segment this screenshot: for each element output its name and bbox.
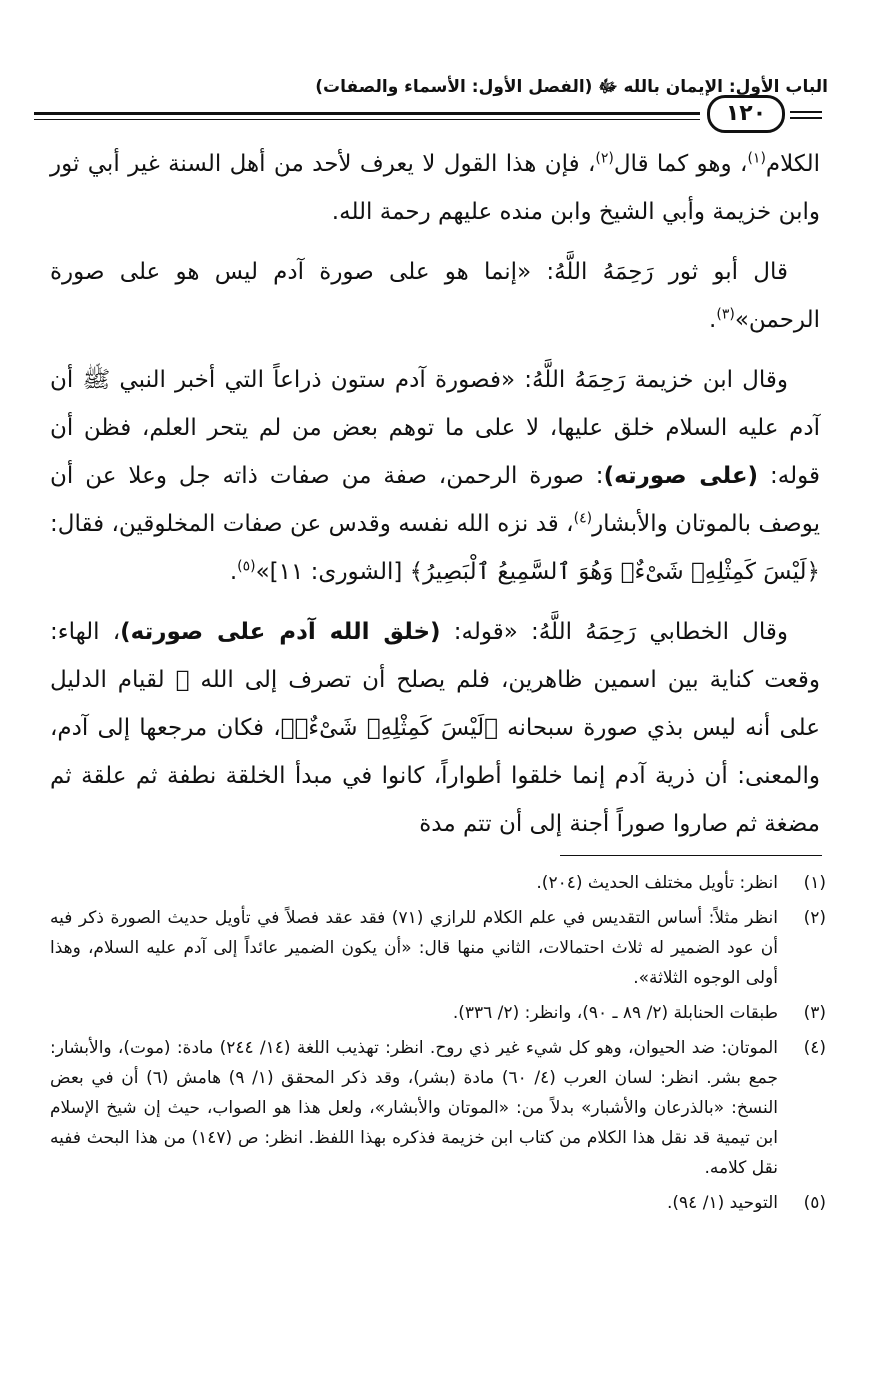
header-rule-right-bottom [790, 117, 822, 119]
footnote-item [50, 1033, 826, 1183]
footnote-item [50, 868, 826, 898]
header-rule-thin [34, 119, 700, 120]
footnote-text: انظر مثلاً: أساس التقديس في علم الكلام للرازي (٧١) فقد عقد فصلاً في تأويل حديث الصورة ذكر فيه أن عود الضمير له ثلاث احتمالات، الثاني منها قال: «أن يكون الضمير عائداً إلى آدم عليه السلام، وهذا أولى الوجوه الثلاثة». [50, 908, 778, 988]
paragraph [50, 140, 820, 236]
footnote-item [50, 998, 826, 1028]
bold-quote: (على صورته) [603, 463, 759, 489]
footnote-text: الموتان: ضد الحيوان، وهو كل شيء غير ذي روح. انظر: تهذيب اللغة (١٤/ ٢٤٤) مادة: (موت)، والأبشار: جمع بشر. انظر: لسان العرب (٤/ ٦٠) مادة (بشر)، وقد ذكر المحقق (١/ ٩) هامش (٦) أن في بعض النسخ: «بالذرعان والأشبار» بدلاً من: «الموتان والأبشار»، ولعل هذا هو الصواب، حيث إن شيخ الإسلام ابن تيمية قد نقل هذا الكلام من كتاب ابن خزيمة فذكره بهذا اللفظ. انظر: ص (١٤٧) من هذا البحث ففيه نقل كلامه. [50, 1038, 779, 1178]
footnote-number: (٣) [803, 1003, 826, 1023]
text-segment: : صورة الرحمن، صفة من صفات ذاته جل وعلا عن أن يوصف بالموتان والأبشار [50, 463, 820, 537]
text-segment: . [229, 559, 238, 585]
footnote-number: (٤) [803, 1038, 826, 1058]
header-rule-right-top [790, 111, 822, 113]
text-segment: قال أبو ثور رَحِمَهُ اللَّهُ: «إنما هو على صورة آدم ليس هو على صورة الرحمن» [50, 259, 820, 333]
text-segment: وقال ابن خزيمة رَحِمَهُ اللَّهُ: «فصورة آدم ستون ذراعاً التي أخبر النبي ﷺ أن آدم عليه السلام خلق عليها، لا على ما توهم بعض من لم يتحر العلم، فظن أن قوله: [50, 367, 820, 489]
footnote-separator [560, 855, 822, 856]
footnote-ref: (٥) [237, 558, 256, 575]
paragraph [50, 356, 820, 596]
footnote-number: (٥) [803, 1193, 826, 1213]
text-segment: . [709, 307, 717, 333]
bold-quote: (خلق الله آدم على صورته) [120, 619, 441, 645]
footnote-item [50, 1188, 826, 1218]
paragraph [50, 608, 820, 848]
footnote-ref: (٢) [595, 150, 614, 167]
paragraph [50, 248, 820, 344]
footnote-text: التوحيد (١/ ٩٤). [666, 1193, 778, 1213]
page-number: ١٢٠ [707, 95, 785, 133]
footnote-ref: (٣) [716, 306, 735, 323]
text-segment: ، الهاء: وقعت كناية بين اسمين ظاهرين، فلم يصلح أن تصرف إلى الله ﷻ لقيام الدليل على أنه ليس بذي صورة سبحانه ﴿لَيْسَ كَمِثْلِهِۦ شَىْءٌۖ﴾، فكان مرجعها إلى آدم، والمعنى: أن ذرية آدم إنما خلقوا أطواراً، كانوا في مبدأ الخلقة نطفة ثم علقة ثم مضغة ثم صاروا صوراً أجنة إلى أن تتم مدة [50, 619, 820, 837]
footnote-number: (٢) [803, 908, 826, 928]
text-segment: وقال الخطابي رَحِمَهُ اللَّهُ: «قوله: [440, 619, 788, 645]
footnote-text: طبقات الحنابلة (٢/ ٨٩ ـ ٩٠)، وانظر: (٢/ ٣٣٦). [452, 1003, 778, 1023]
text-segment: ، قد نزه الله نفسه وقدس عن صفات المخلوقين، فقال: ﴿لَيْسَ كَمِثْلِهِۦ شَىْءٌۖ وَهُوَ ٱلسَّمِيعُ ٱلْبَصِيرُ﴾ [الشورى: ١١]» [50, 511, 820, 585]
footnotes [50, 868, 826, 1223]
running-header-title: الباب الأول: الإيمان بالله ﷻ (الفصل الأول: الأسماء والصفات) [315, 77, 828, 97]
footnote-ref: (١) [747, 150, 766, 167]
footnote-text: انظر: تأويل مختلف الحديث (٢٠٤). [536, 873, 778, 893]
text-segment: ، فإن هذا القول لا يعرف لأحد من أهل السنة غير أبي ثور وابن خزيمة وأبي الشيخ وابن منده عليهم رحمة الله. [50, 151, 820, 225]
text-segment: الكلام [765, 151, 820, 177]
footnote-number: (١) [803, 873, 826, 893]
footnote-ref: (٤) [573, 510, 593, 527]
main-text [50, 140, 820, 860]
footnote-item [50, 903, 826, 993]
text-segment: ، وهو كما قال [613, 151, 748, 177]
header-rule-thick [34, 112, 700, 115]
